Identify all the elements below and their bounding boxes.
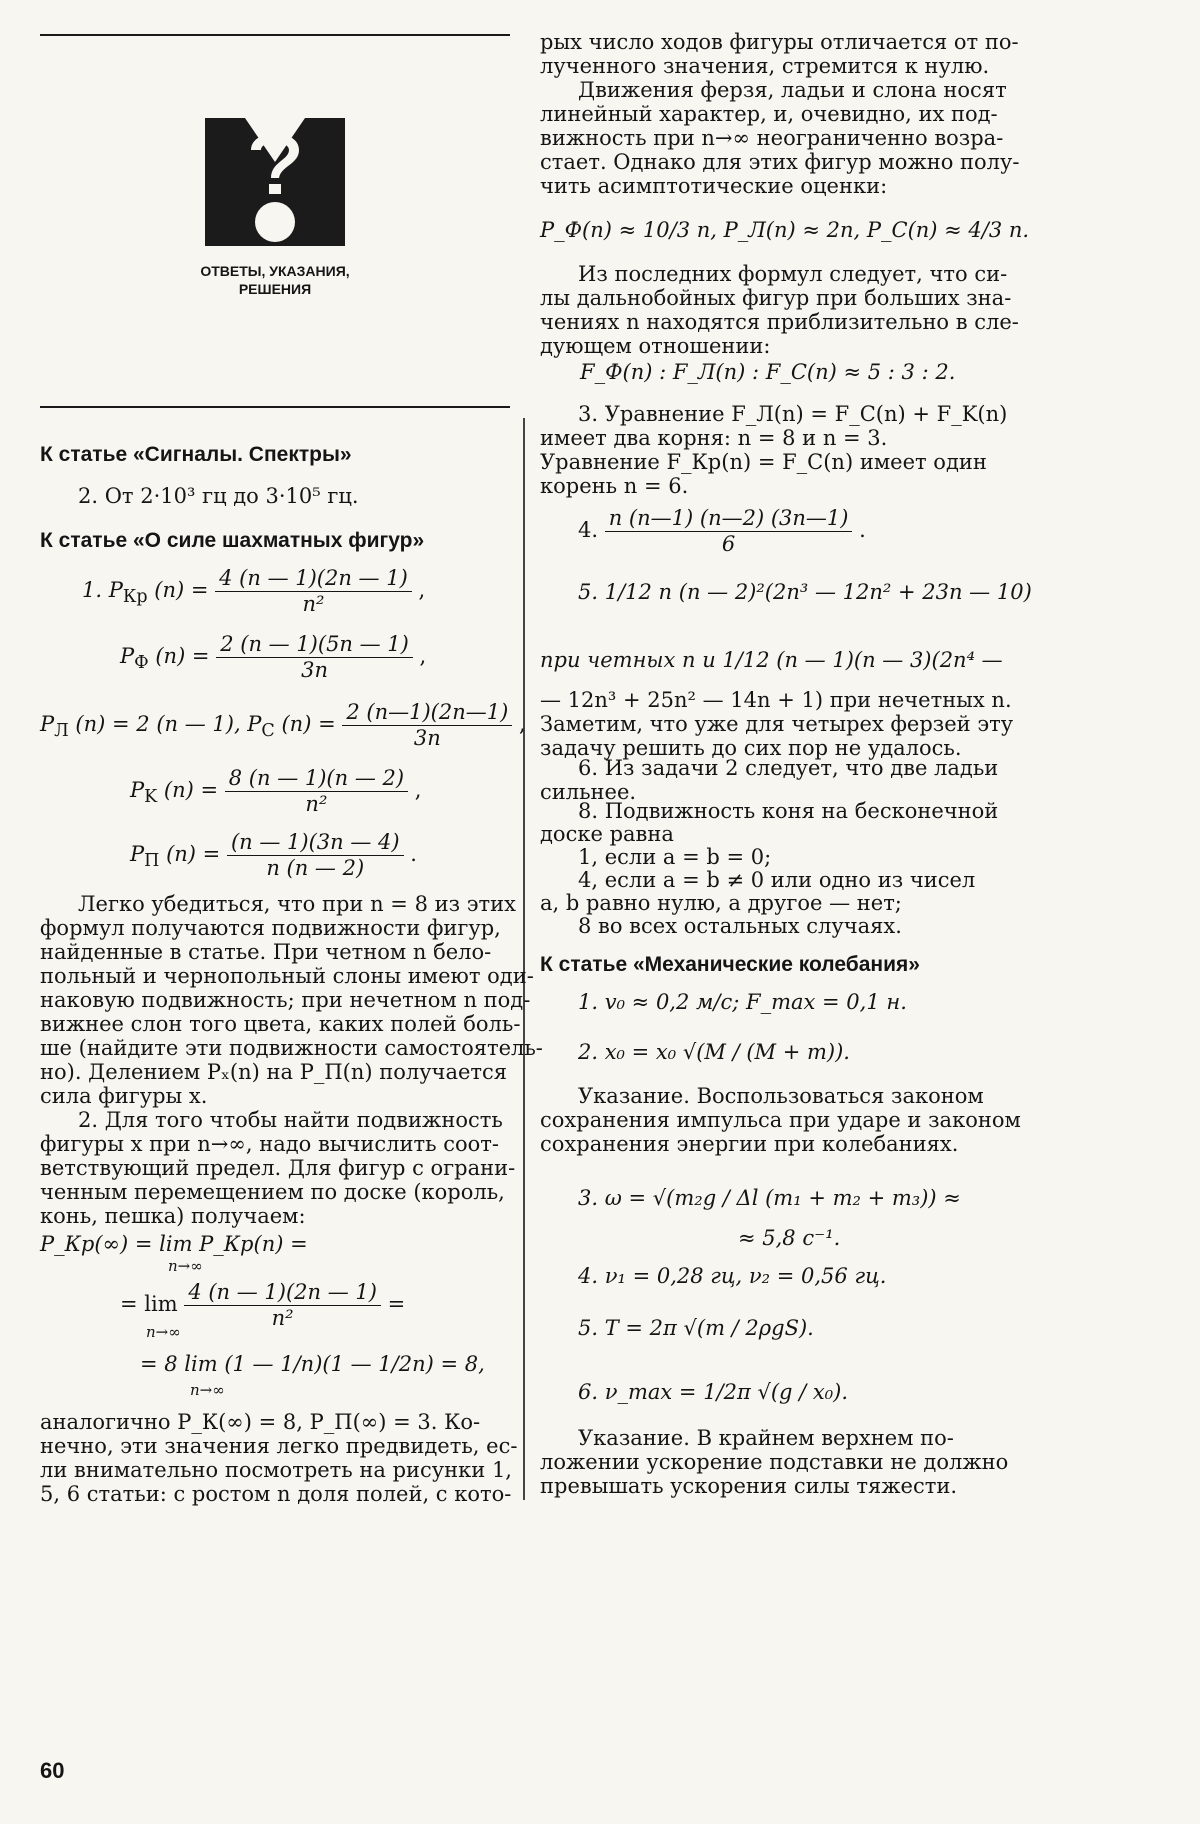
- f2-frac: [216, 632, 413, 683]
- paraq-line-3: стает. Однако для этих фигур можно полу-: [540, 150, 1020, 174]
- paragraph-limit: [40, 1108, 515, 1228]
- paraq-line-4: чить асимптотические оценки:: [540, 174, 888, 198]
- item3-line-1: имеет два корня: n = 8 и n = 3.: [540, 426, 888, 450]
- para1-line-7: но). Делением Pₓ(n) на P_П(n) получается: [40, 1060, 508, 1084]
- f1-frac: [215, 566, 412, 617]
- para1-line-4: наковую подвижность; при нечетном n под-: [40, 988, 531, 1012]
- item8-line-4: a, b равно нулю, а другое — нет;: [540, 891, 902, 915]
- f4-arg: (n) =: [157, 778, 219, 802]
- para1-line-2: найденные в статье. При четном n бело-: [40, 940, 492, 964]
- f1-num: 4 (n — 1)(2n — 1): [215, 566, 412, 592]
- para3-line-0: аналогично P_К(∞) = 8, P_П(∞) = 3. Ко-: [40, 1410, 481, 1434]
- f1-arg: (n) =: [147, 578, 209, 602]
- para1-line-0: Легко убедиться, что при n = 8 из этих: [78, 892, 516, 916]
- para2-line-1: фигуры x при n→∞, надо вычислить соот-: [40, 1132, 499, 1156]
- item-5-odd: [540, 688, 1013, 760]
- page-number: 60: [40, 1758, 65, 1783]
- hint2-line-0: Указание. В крайнем верхнем по-: [578, 1426, 954, 1450]
- lim2-num: 4 (n — 1)(2n — 1): [184, 1280, 381, 1306]
- limit-under-3: n→∞: [190, 1381, 225, 1399]
- item4-frac: [605, 506, 853, 557]
- f3-num: 2 (n—1)(2n—1): [342, 700, 512, 726]
- f1-sub: Кр: [122, 587, 148, 608]
- f3-sub2: C: [261, 721, 275, 742]
- item8-line-5: 8 во всех остальных случаях.: [578, 914, 902, 938]
- limit-line-3: = 8 lim (1 — 1/n)(1 — 1/2n) = 8,: [140, 1352, 485, 1376]
- f1-den: n²: [302, 592, 325, 616]
- logo-caption-line2: РЕШЕНИЯ: [238, 281, 312, 297]
- mech-1: 1. v₀ ≈ 0,2 м/с; F_max = 0,1 н.: [578, 990, 907, 1014]
- item4-label: 4.: [578, 518, 599, 542]
- logo-caption-line1: ОТВЕТЫ, УКАЗАНИЯ,: [200, 263, 350, 279]
- mech-2: 2. x₀ = x₀ √(M / (M + m)).: [578, 1040, 850, 1064]
- paraq-line-0: Движения ферзя, ладьи и слона носят: [578, 78, 1007, 102]
- logo-caption: [175, 262, 375, 298]
- f5-lhs: P: [130, 842, 145, 866]
- hint1-line-2: сохранения энергии при колебаниях.: [540, 1132, 959, 1156]
- para1-line-8: сила фигуры x.: [40, 1084, 208, 1108]
- paragraph-queen-rook-bishop: [540, 78, 1019, 198]
- f5-arg: (n) =: [159, 842, 221, 866]
- paraq-line-1: линейный характер, и, очевидно, их под-: [540, 102, 998, 126]
- item5c-line-2: задачу решить до сих пор не удалось.: [540, 736, 962, 760]
- item6-line-1: сильнее.: [540, 780, 637, 804]
- item8-line-2: 1, если a = b = 0;: [578, 845, 772, 869]
- item4-den: 6: [721, 532, 736, 556]
- f2-num: 2 (n — 1)(5n — 1): [216, 632, 413, 658]
- f3-mid: (n) = 2 (n — 1), P: [68, 712, 262, 736]
- paraf-line-3: дующем отношении:: [540, 334, 771, 358]
- item5c-line-0: — 12n³ + 25n² — 14n + 1) при нечетных n.: [540, 688, 1012, 712]
- f2-lhs: P: [120, 644, 135, 668]
- f4-lhs: P: [130, 778, 145, 802]
- f4-den: n²: [305, 792, 328, 816]
- para1-line-3: польный и чернопольный слоны имеют оди-: [40, 964, 534, 988]
- paraf-line-0: Из последних формул следует, что си-: [578, 262, 1008, 286]
- heading-chess: К статье «О силе шахматных фигур»: [40, 529, 425, 552]
- item-6: [540, 756, 998, 804]
- formula-p-pawn: $P_П$ (n) = $\frac{(n — 1)(3n — 4)}{n (n — 2)}$ .: [130, 830, 417, 880]
- top-rule: [40, 34, 510, 36]
- f3-sub: Л: [54, 721, 69, 742]
- right-top-continuation: [540, 30, 1019, 78]
- asymptotic-estimates: P_Ф(n) ≈ 10/3 n, P_Л(n) ≈ 2n, P_C(n) ≈ 4/3 n.: [540, 218, 1030, 242]
- item5c-line-1: Заметим, что уже для четырех ферзей эту: [540, 712, 1014, 736]
- para2-line-3: ченным перемещением по доске (король,: [40, 1180, 505, 1204]
- limit-under-1: n→∞: [168, 1257, 203, 1275]
- item3-line-0: 3. Уравнение F_Л(n) = F_C(n) + F_K(n): [578, 402, 1008, 426]
- item-5-even: при четных n и 1/12 (n — 1)(n — 3)(2n⁴ —: [540, 648, 1003, 672]
- paragraph-analogously: [40, 1410, 517, 1506]
- heading-signals: К статье «Сигналы. Спектры»: [40, 443, 352, 466]
- section-rule: [40, 406, 510, 408]
- item-4: [578, 506, 866, 557]
- item3-line-2: Уравнение F_Кр(n) = F_C(n) имеет один: [540, 450, 987, 474]
- paraf-line-2: чениях n находятся приблизительно в сле-: [540, 310, 1019, 334]
- f3-arg: (n) =: [274, 712, 336, 736]
- f4-num: 8 (n — 1)(n — 2): [225, 766, 408, 792]
- paragraph-forces: [540, 262, 1019, 358]
- item4-num: n (n—1) (n—2) (3n—1): [605, 506, 853, 532]
- paraf-line-1: лы дальнобойных фигур при больших зна-: [540, 286, 1012, 310]
- para1-line-5: вижнее слон того цвета, каких полей боль-: [40, 1012, 521, 1036]
- f5-frac: [227, 830, 404, 881]
- item4-post: .: [859, 518, 866, 542]
- item8-line-1: доске равна: [540, 822, 674, 846]
- f5-num: (n — 1)(3n — 4): [227, 830, 404, 856]
- item-3: [540, 402, 1007, 498]
- f3-lhs: P: [40, 712, 55, 736]
- mech-6: 6. ν_max = 1/2π √(g / x₀).: [578, 1380, 849, 1404]
- hint2-line-1: ложении ускорение подставки не должно: [540, 1450, 1009, 1474]
- f4-sub: K: [144, 787, 158, 808]
- force-ratio: F_Ф(n) : F_Л(n) : F_C(n) ≈ 5 : 3 : 2.: [580, 360, 956, 384]
- item-8: [540, 800, 998, 938]
- item3-line-3: корень n = 6.: [540, 474, 689, 498]
- para3-line-1: нечно, эти значения легко предвидеть, ес-: [40, 1434, 518, 1458]
- para1-line-1: формул получаются подвижности фигур,: [40, 916, 501, 940]
- hint1-line-0: Указание. Воспользоваться законом: [578, 1084, 984, 1108]
- f2-arg: (n) =: [148, 644, 210, 668]
- mech-5: 5. T = 2π √(m / 2ρgS).: [578, 1316, 814, 1340]
- mech-3: 3. ω = √(m₂g / Δl (m₁ + m₂ + m₃)) ≈: [578, 1186, 961, 1210]
- item-5: 5. 1/12 n (n — 2)²(2n³ — 12n² + 23n — 10): [578, 580, 1032, 604]
- item6-line-0: 6. Из задачи 2 следует, что две ладьи: [578, 756, 999, 780]
- top-line-1: лученного значения, стремится к нулю.: [540, 54, 990, 78]
- mech-4: 4. ν₁ = 0,28 гц, ν₂ = 0,56 гц.: [578, 1264, 887, 1288]
- paraq-line-2: вижность при n→∞ неограниченно возра-: [540, 126, 1004, 150]
- top-line-0: рых число ходов фигуры отличается от по-: [540, 30, 1019, 54]
- hint1-line-1: сохранения импульса при ударе и законом: [540, 1108, 1021, 1132]
- f3-frac: [342, 700, 512, 751]
- lim2-den: n²: [271, 1306, 294, 1330]
- para2-line-2: ветствующий предел. Для фигур с ограни-: [40, 1156, 516, 1180]
- formula-p-knight: $P_K$ (n) = $\frac{8 (n — 1)(n — 2)}{\text{n²}}$ ,: [130, 766, 422, 816]
- f4-frac: [225, 766, 408, 817]
- question-logo: [205, 118, 345, 246]
- lim2-pre: = lim: [120, 1292, 178, 1316]
- formula-p-king: 1. $P_{Кр}$ (n) = $\frac{4 (n — 1)(2n — 1)}{\text{n²}}$ ,: [82, 566, 426, 616]
- para2-line-4: конь, пешка) получаем:: [40, 1204, 306, 1228]
- para2-line-0: 2. Для того чтобы найти подвижность: [78, 1108, 503, 1132]
- answer-signals: 2. От 2·10³ гц до 3·10⁵ гц.: [78, 484, 359, 508]
- f3-den: 3n: [413, 726, 441, 750]
- para1-line-6: ше (найдите эти подвижности самостоятель-: [40, 1036, 543, 1060]
- lim2-post: =: [387, 1292, 406, 1316]
- f5-sub: П: [144, 851, 160, 872]
- formula-p-queen: $P_Ф$ (n) = $\frac{2 (n — 1)(5n — 1)}{3n}$ ,: [120, 632, 427, 682]
- item8-line-0: 8. Подвижность коня на бесконечной: [578, 799, 999, 823]
- f5-den: n (n — 2): [266, 856, 365, 880]
- hint2-line-2: превышать ускорения силы тяжести.: [540, 1474, 957, 1498]
- heading-mechanics: К статье «Механические колебания»: [540, 953, 920, 976]
- mech-3b: ≈ 5,8 с⁻¹.: [738, 1226, 841, 1250]
- formula-p-rook-bishop: $P_Л$ (n) = 2 (n — 1), $P_C$ (n) = $\frac{2 (n—1)(2n—1)}{3n}$ ,: [40, 700, 526, 750]
- lim2-frac: [184, 1280, 381, 1331]
- f2-den: 3n: [301, 658, 328, 682]
- hint-1: [540, 1084, 1021, 1156]
- f2-sub: Ф: [134, 653, 149, 674]
- limit-line-1: P_Кр(∞) = lim P_Кр(n) =: [40, 1232, 308, 1256]
- para3-line-3: 5, 6 статьи: с ростом n доля полей, с кото-: [40, 1482, 512, 1506]
- limit-under-2: n→∞: [146, 1323, 181, 1341]
- hint-2: [540, 1426, 1008, 1498]
- item8-line-3: 4, если a = b ≠ 0 или одно из чисел: [578, 868, 976, 892]
- paragraph-mobility: [40, 892, 543, 1108]
- para3-line-2: ли внимательно посмотреть на рисунки 1,: [40, 1458, 512, 1482]
- f1-lhs: 1. P: [82, 578, 123, 602]
